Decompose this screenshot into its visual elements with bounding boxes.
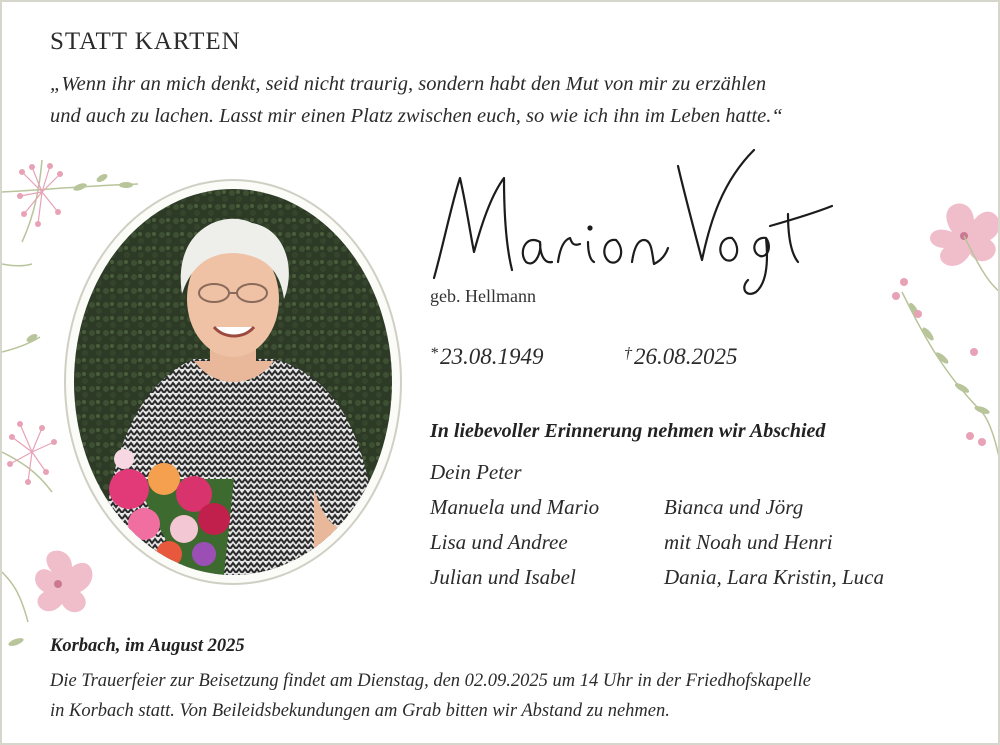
quote-line-2: und auch zu lachen. Lasst mir einen Platz zwischen euch, so wie ich ihn im Leben hatte.“ bbox=[50, 105, 783, 127]
birth-date bbox=[430, 344, 544, 370]
death-symbol: † bbox=[624, 345, 632, 362]
mourner-right-3: Dania, Lara Kristin, Luca bbox=[664, 565, 884, 589]
floral-decoration-right bbox=[882, 192, 1000, 482]
header-statt-karten: STATT KARTEN bbox=[50, 28, 241, 55]
place-and-date: Korbach, im August 2025 bbox=[50, 636, 245, 656]
birth-date-value: 23.08.1949 bbox=[440, 344, 544, 369]
maiden-name: geb. Hellmann bbox=[430, 286, 536, 306]
portrait-photo bbox=[74, 189, 392, 575]
mourner-left-4: Julian und Isabel bbox=[430, 565, 576, 589]
mourner-left-3: Lisa und Andree bbox=[430, 530, 568, 554]
mourner-right-1: Bianca und Jörg bbox=[664, 495, 804, 519]
name-signature bbox=[422, 142, 842, 302]
birth-symbol: * bbox=[430, 345, 438, 362]
mourner-left-2: Manuela und Mario bbox=[430, 495, 600, 519]
funeral-notice bbox=[50, 666, 980, 726]
funeral-notice-line-2: in Korbach statt. Von Beileidsbekundungen am Grab bitten wir Abstand zu nehmen. bbox=[50, 701, 670, 721]
mourner-right-2: mit Noah und Henri bbox=[664, 530, 833, 554]
memorial-quote bbox=[50, 68, 950, 132]
farewell-heading: In liebevoller Erinnerung nehmen wir Abschied bbox=[430, 420, 826, 442]
mourner-left-1: Dein Peter bbox=[430, 460, 522, 484]
death-date bbox=[624, 344, 738, 370]
portrait-frame bbox=[64, 179, 402, 585]
quote-line-1: „Wenn ihr an mich denkt, seid nicht traurig, sondern habt den Mut von mir zu erzählen bbox=[50, 73, 767, 95]
death-date-value: 26.08.2025 bbox=[634, 344, 738, 369]
funeral-notice-line-1: Die Trauerfeier zur Beisetzung findet am Dienstag, den 02.09.2025 um 14 Uhr in der Friedhofskapelle bbox=[50, 671, 811, 691]
